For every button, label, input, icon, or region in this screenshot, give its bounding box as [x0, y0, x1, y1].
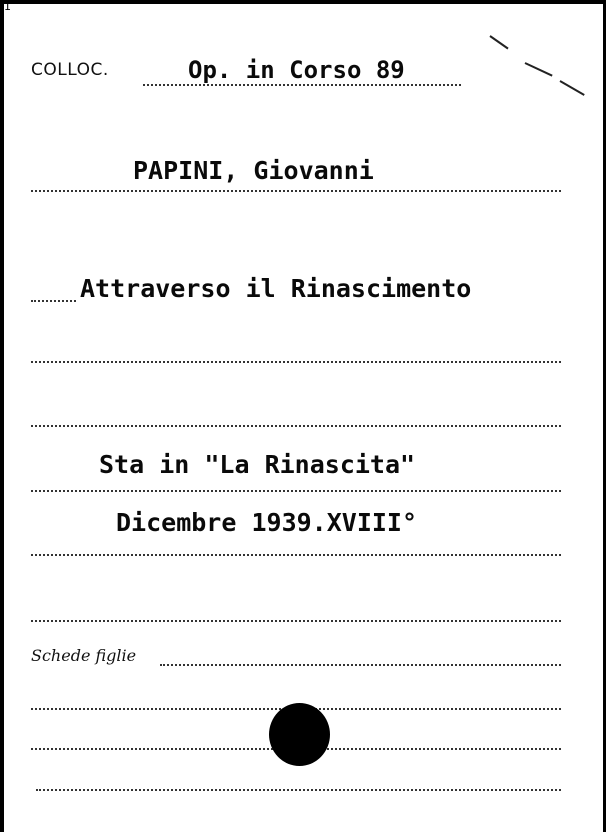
- punch-hole: [269, 703, 330, 766]
- source-text: Sta in "La Rinascita": [99, 450, 416, 479]
- dotted-line-author: [31, 190, 561, 192]
- pencil-mark: [489, 35, 508, 49]
- dotted-line-blank-1: [31, 361, 561, 363]
- dotted-line-schede: [160, 664, 561, 666]
- pencil-mark: [525, 62, 553, 76]
- schede-figlie-label: Schede figlie: [31, 646, 137, 665]
- dotted-line-blank-2: [31, 425, 561, 427]
- dotted-line-colloc: [143, 84, 461, 86]
- corner-mark: 1: [4, 0, 11, 13]
- card-top-edge: [0, 0, 606, 4]
- date-text: Dicembre 1939.XVIII°: [116, 508, 418, 537]
- author-text: PAPINI, Giovanni: [133, 156, 374, 185]
- dotted-line-blank-6: [36, 789, 561, 791]
- pencil-mark: [560, 80, 585, 96]
- colloc-label: COLLOC.: [31, 60, 109, 80]
- dotted-line-blank-3: [31, 620, 561, 622]
- shelfmark-text: Op. in Corso 89: [188, 56, 405, 84]
- dotted-line-date: [31, 554, 561, 556]
- dotted-line-title-lead: [31, 300, 76, 302]
- title-text: Attraverso il Rinascimento: [80, 274, 472, 303]
- dotted-line-source: [31, 490, 561, 492]
- card-left-edge: [0, 0, 4, 832]
